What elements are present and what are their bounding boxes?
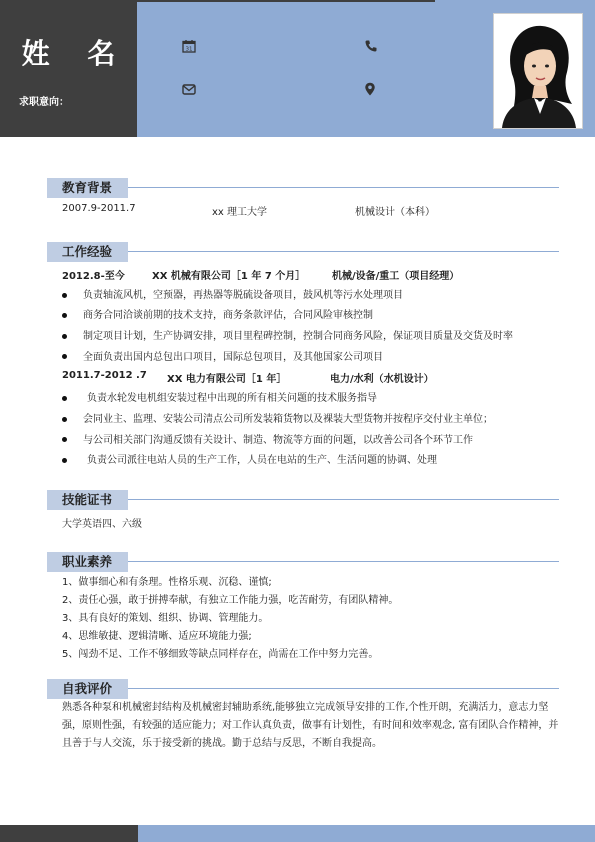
section-title: 职业素养	[47, 552, 128, 572]
job-company: XX 电力有限公司［1 年］	[167, 374, 287, 385]
section-divider	[128, 688, 559, 689]
location-icon	[363, 82, 377, 96]
svg-text:31: 31	[185, 46, 193, 53]
mail-icon	[182, 82, 196, 96]
bullet-icon	[62, 417, 67, 422]
section-divider	[128, 187, 559, 188]
section-title: 自我评价	[47, 679, 128, 699]
phone-icon	[364, 39, 378, 53]
education-school: xx 理工大学	[212, 207, 268, 218]
job-period: 2011.7-2012 .7	[62, 370, 147, 381]
footer-blue-bar	[138, 825, 595, 842]
education-period: 2007.9-2011.7	[62, 203, 136, 214]
quality-item: 3、具有良好的策划、组织、协调、管理能力。	[62, 613, 269, 624]
bullet-icon	[62, 334, 67, 339]
job-duty: 全面负责出国内总包出口项目，国际总包项目，及其他国家公司项目	[83, 352, 383, 363]
section-work-header	[47, 242, 559, 262]
job-duty: 会同业主、监理、安装公司清点公司所发装箱货物以及裸装大型货物并按程序交付业主单位；	[83, 414, 493, 425]
bullet-icon	[62, 293, 67, 298]
section-divider	[128, 561, 559, 562]
section-divider	[128, 499, 559, 500]
calendar-icon	[182, 39, 196, 53]
section-title: 工作经验	[47, 242, 128, 262]
bullet-icon	[62, 458, 67, 463]
footer-dark-bar	[0, 825, 138, 842]
job-company: XX 机械有限公司［1 年 7 个月］	[152, 271, 306, 282]
job-position: 机械/设备/重工（项目经理）	[332, 271, 460, 282]
bullet-icon	[62, 437, 67, 442]
bullet-icon	[62, 313, 67, 318]
job-objective-label: 求职意向：	[19, 97, 69, 108]
header-top-line	[137, 0, 435, 2]
section-title: 教育背景	[47, 178, 128, 198]
quality-item: 2、责任心强，敢于拼搏奉献，有独立工作能力强，吃苦耐劳，有团队精神。	[62, 595, 399, 606]
education-major: 机械设计（本科）	[355, 207, 435, 218]
bullet-icon	[62, 396, 67, 401]
section-self-eval-header	[47, 679, 559, 699]
job-period: 2012.8-至今	[62, 271, 125, 282]
section-skills-header	[47, 490, 559, 510]
job-duty: 商务合同洽谈前期的技术支持，商务条款评估，合同风险审核控制	[83, 310, 373, 321]
section-education-header	[47, 178, 559, 198]
job-duty: 与公司相关部门沟通反馈有关设计、制造、物流等方面的问题，以改善公司各个环节工作	[83, 435, 473, 446]
job-duty: 负责公司派往电站人员的生产工作，人员在电站的生产、生活问题的协调、处理	[87, 455, 437, 466]
profile-photo	[493, 13, 583, 129]
candidate-name: 姓 名	[21, 37, 130, 70]
avatar-illustration	[494, 14, 582, 128]
skills-text: 大学英语四、六级	[62, 519, 142, 530]
quality-item: 1、做事细心和有条理。性格乐观、沉稳、谨慎;	[62, 577, 272, 588]
quality-item: 4、思维敏捷、逻辑清晰、适应环境能力强;	[62, 631, 252, 642]
quality-item: 5、闯劲不足、工作不够细致等缺点同样存在，尚需在工作中努力完善。	[62, 649, 379, 660]
self-eval-text: 熟悉各种泵和机械密封结构及机械密封辅助系统,能够独立完成领导安排的工作,个性开朗，充满活力，意志力坚强，原则性强，有较强的适应能力；对工作认真负责，做事有计划性，有时间和效率观念, 富有团队合作精神，并且善于与人交流，乐于接受新的挑战。勤于总结与反思，不断自我提高。	[62, 702, 559, 749]
job-duty: 负责轴流风机，空预器，再热器等脱硫设备项目，鼓风机等污水处理项目	[83, 290, 403, 301]
job-position: 电力/水利（水机设计）	[330, 374, 434, 385]
job-duty: 负责水轮发电机组安装过程中出现的所有相关问题的技术服务指导	[87, 393, 377, 404]
bullet-icon	[62, 354, 67, 359]
job-duty: 制定项目计划，生产协调安排，项目里程碑控制，控制合同商务风险，保证项目质量及交货及时率	[83, 331, 513, 342]
section-divider	[128, 251, 559, 252]
section-qualities-header	[47, 552, 559, 572]
section-title: 技能证书	[47, 490, 128, 510]
